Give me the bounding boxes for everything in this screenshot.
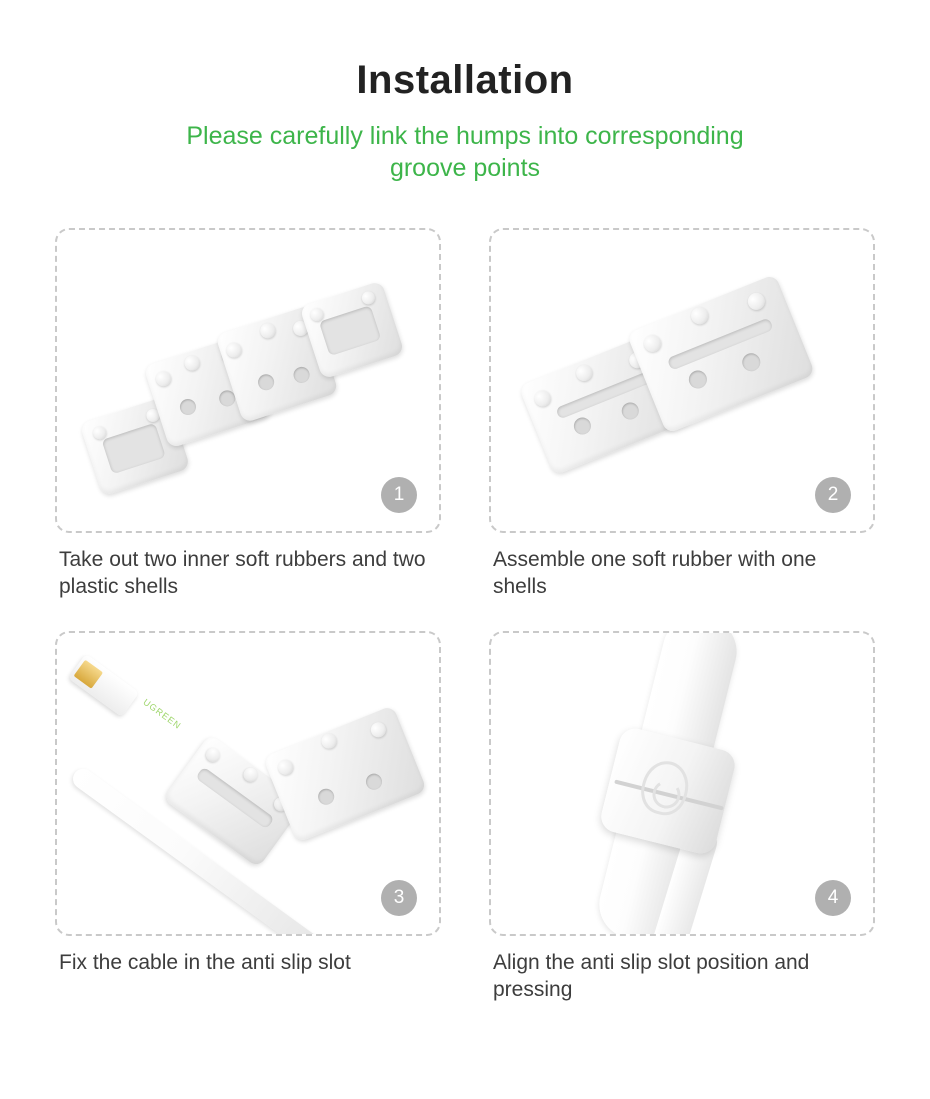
step-1 [55,228,441,601]
step-3-image-panel [55,631,441,936]
step-caption: Take out two inner soft rubbers and two plastic shells [59,548,426,598]
step-2 [489,228,875,601]
page-subtitle: Please carefully link the humps into corresponding groove points [186,122,744,182]
cable-in-slot-illustration [57,633,439,934]
step-caption: Fix the cable in the anti slip slot [59,950,351,974]
page-title: Installation [356,58,574,102]
step-caption: Assemble one soft rubber with one shells [493,548,817,598]
page-header [0,0,930,184]
steps-grid [0,228,930,1004]
step-4 [489,631,875,1004]
assembled-halves-illustration [491,230,873,531]
step-number-badge: 1 [381,477,417,513]
protector-parts-illustration [57,230,439,531]
step-2-image-panel [489,228,875,533]
step-number-badge: 2 [815,477,851,513]
step-number-badge: 3 [381,880,417,916]
step-number-badge: 4 [815,880,851,916]
connector-contacts [74,659,104,688]
step-4-image-panel [489,631,875,936]
step-3 [55,631,441,1004]
step-caption: Align the anti slip slot position and pressing [493,950,810,1001]
lightning-connector [68,654,139,717]
step-1-image-panel [55,228,441,533]
cable-brand-label: UGREEN [141,696,184,731]
closed-protector-illustration [491,633,873,934]
